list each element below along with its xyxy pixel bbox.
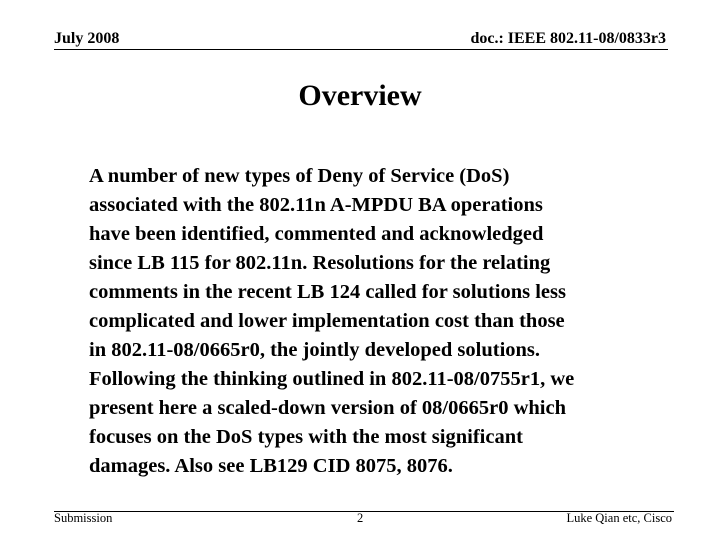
slide-body-text: A number of new types of Deny of Service (DoS) associated with the 802.11n A-MPDU BA operations have been identified, commented and acknowledged since LB 115 for 802.11n. Resolutions for the relating comments in the recent LB 124 called for solutions less complicated and lower implementation cost than those in 802.11-08/0665r0, the jointly developed solutions. Following the thinking outlined in 802.11-08/0755r1, we present here a scaled-down version of 08/0665r0 which focuses on the DoS types with the most significant damages. Also see LB129 CID 8075, 8076. xyxy=(89,165,575,477)
footer-author: Luke Qian etc, Cisco xyxy=(566,511,672,525)
header-divider xyxy=(54,49,668,50)
header-doc-id: doc.: IEEE 802.11-08/0833r3 xyxy=(470,30,666,47)
footer-submission-label: Submission xyxy=(54,511,113,525)
slide-title: Overview xyxy=(298,79,422,112)
footer-page-number: 2 xyxy=(357,511,364,525)
header-date: July 2008 xyxy=(54,30,120,47)
